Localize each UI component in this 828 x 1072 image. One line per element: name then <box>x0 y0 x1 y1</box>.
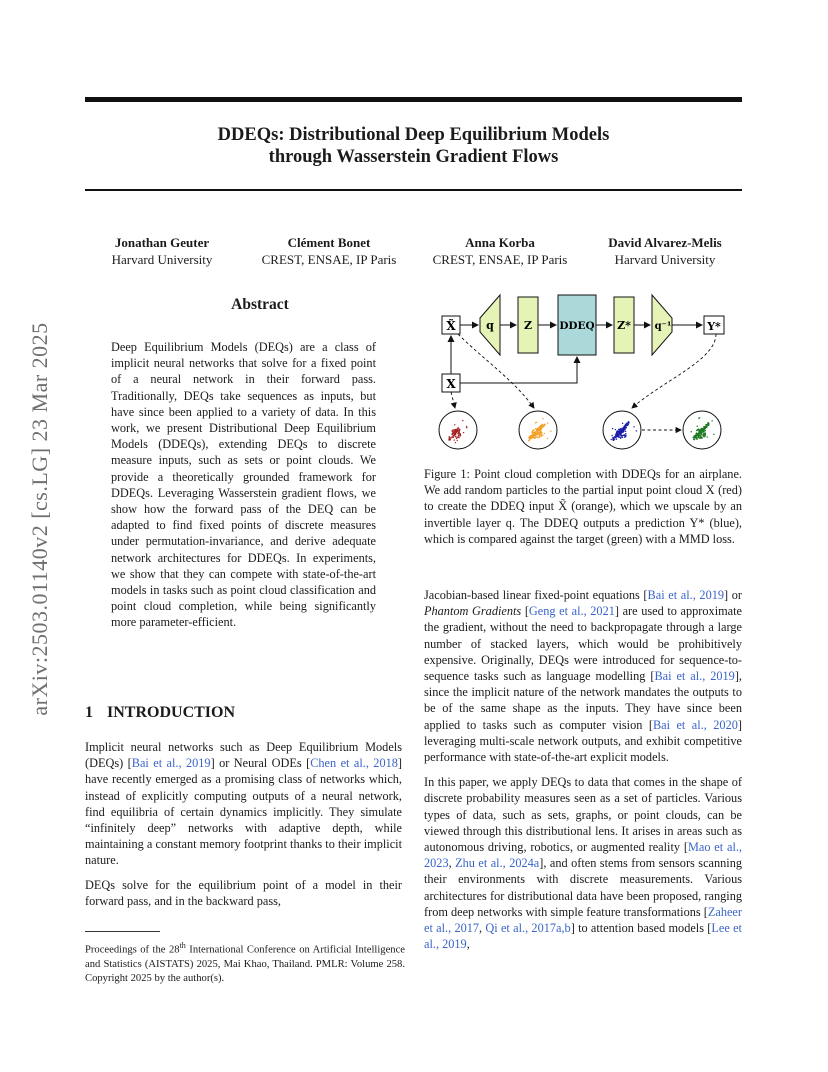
figure-1-caption <box>424 466 742 547</box>
cloud-point <box>453 431 455 433</box>
cloud-point <box>532 430 534 432</box>
cloud-point <box>700 431 702 433</box>
author-affiliation: Harvard University <box>111 252 213 267</box>
cloud-point <box>612 437 614 439</box>
cloud-point <box>535 436 537 438</box>
cloud-point <box>624 436 626 438</box>
cloud-point <box>448 438 450 440</box>
cloud-point <box>460 435 462 437</box>
cloud-point <box>538 427 540 429</box>
cloud-point <box>530 435 532 437</box>
cloud-point <box>713 434 714 435</box>
author-2 <box>243 234 415 268</box>
cloud-point <box>535 422 536 423</box>
paper-title <box>85 124 742 168</box>
cloud-point <box>453 435 455 437</box>
cloud-point <box>618 428 620 430</box>
q-inverse-layer <box>652 295 672 355</box>
point-cloud-green <box>683 411 721 449</box>
cloud-point <box>699 430 701 432</box>
cloud-point <box>620 437 622 439</box>
cloud-point <box>542 434 543 435</box>
author-name: Clément Bonet <box>287 235 371 250</box>
cloud-point <box>622 423 623 424</box>
cloud-point <box>456 438 458 440</box>
cloud-point <box>708 424 710 426</box>
footnote-rule <box>85 931 160 932</box>
right-paragraph-2: In this paper, we apply DEQs to data that comes in the shape of discrete probability measures seen as a set of particles. Various types of data, such as sets, graphs, or point clouds, can be viewed through this distributional lens. It arises in areas such as autonomous driving, robotics, or augmented reality [Mao et al., 2023, Zhu et al., 2024a], and often stems from sensors scanning their environments with discrete measurements. Various architectures for distributional data have been proposed, ranging from deep networks with simple feature transformations [Zaheer et al., 2017, Qi et al., 2017a,b] to attention based models [Lee et al., 2019, <box>424 775 743 952</box>
y-star-label: Y* <box>707 320 721 333</box>
cloud-point <box>454 439 455 440</box>
cloud-point <box>530 438 532 440</box>
z-label: Z <box>523 319 533 332</box>
cloud-point <box>627 424 629 426</box>
cloud-point <box>455 442 456 443</box>
cloud-point <box>698 418 699 419</box>
section-number: 1 <box>85 704 93 721</box>
cloud-point <box>622 430 624 432</box>
dashed-x-red <box>451 392 455 408</box>
cloud-point <box>452 436 454 438</box>
q-layer <box>480 295 500 355</box>
abstract-body <box>111 339 376 631</box>
title-line-2: through Wasserstein Gradient Flows <box>268 147 559 167</box>
cloud-point <box>459 429 461 431</box>
introduction-body <box>85 739 402 909</box>
cloud-point <box>534 432 536 434</box>
citation-link[interactable]: Mao et al., 2023 <box>424 840 743 871</box>
cloud-point <box>620 428 622 430</box>
cloud-point <box>453 429 455 431</box>
cloud-point <box>616 432 618 434</box>
section-title: INTRODUCTION <box>107 704 236 721</box>
cloud-point <box>538 434 540 436</box>
cloud-point <box>697 429 699 431</box>
cloud-point <box>532 436 534 438</box>
cloud-point <box>536 433 538 435</box>
figure-1 <box>424 290 742 460</box>
cloud-point <box>544 433 545 434</box>
x-label: X <box>446 377 456 391</box>
cloud-point <box>696 434 698 436</box>
cloud-point <box>463 432 464 433</box>
author-affiliation: CREST, ENSAE, IP Paris <box>432 252 568 267</box>
cloud-point <box>611 435 612 436</box>
cloud-point <box>617 436 619 438</box>
cloud-point <box>536 422 537 423</box>
point-cloud-red <box>439 411 477 449</box>
cloud-point <box>456 431 458 433</box>
cloud-point <box>452 431 454 433</box>
cloud-point <box>706 426 708 428</box>
section-heading-introduction <box>85 704 235 722</box>
cloud-point <box>711 420 712 421</box>
author-name: Anna Korba <box>465 235 535 250</box>
cloud-point <box>538 432 540 434</box>
citation-link[interactable]: Geng et al., 2021 <box>528 604 615 619</box>
cloud-point <box>462 420 463 421</box>
cloud-point <box>455 430 457 432</box>
cloud-point <box>457 437 459 439</box>
citation-link[interactable]: Lee et al., 2019 <box>424 921 742 952</box>
cloud-point <box>456 429 458 431</box>
cloud-point <box>701 428 703 430</box>
cloud-point <box>541 432 543 434</box>
cloud-point <box>528 440 530 442</box>
cloud-point <box>622 428 624 430</box>
figure-1-diagram <box>424 290 742 460</box>
cloud-point <box>707 436 708 437</box>
cloud-point <box>636 430 637 431</box>
cloud-point <box>700 436 702 438</box>
cloud-point <box>622 437 624 439</box>
cloud-point <box>455 436 457 438</box>
cloud-point <box>703 434 705 436</box>
cloud-point <box>697 436 699 438</box>
cloud-point <box>625 423 627 425</box>
cloud-point <box>466 426 467 427</box>
cloud-point <box>448 436 450 438</box>
cloud-point <box>633 426 634 427</box>
cloud-point <box>547 438 548 439</box>
cloud-point <box>612 428 613 429</box>
cloud-point <box>691 431 692 432</box>
cloud-point <box>454 424 455 425</box>
z-star-layer <box>614 297 634 353</box>
cloud-point <box>617 433 619 435</box>
point-cloud-orange <box>519 411 557 449</box>
title-bottom-rule <box>85 189 742 191</box>
author-name: David Alvarez-Melis <box>608 235 722 250</box>
citation-link[interactable]: Bai et al., 2019 <box>647 588 725 602</box>
cloud-point <box>697 426 698 427</box>
citation-link[interactable]: Zhu et al., 2024a <box>455 856 540 871</box>
right-column-body <box>424 587 742 952</box>
cloud-point <box>458 431 460 433</box>
cloud-point <box>537 430 539 432</box>
cloud-point <box>694 435 696 437</box>
cloud-point <box>625 430 627 432</box>
cloud-point <box>693 439 695 441</box>
author-affiliation: Harvard University <box>614 252 716 267</box>
footnote: Proceedings of the 28th International Conference on Artificial Intelligence and Statistics (AISTATS) 2025, Mai Khao, Thailand. PMLR: Volume 258. Copyright 2025 by the author(s). <box>85 941 405 984</box>
abstract-heading: Abstract <box>231 296 289 313</box>
intro-paragraph-1: Implicit neural networks such as Deep Equilibrium Models (DEQs) [Bai et al., 2019] or Neural ODEs [Chen et al., 2018] have recently emerged as a promising class of networks which, instead of explicitly computing outputs of a neural network, find equilibria of certain dynamics implicitly. They simulate “infinitely deep” networks with adaptive depth, while maintaining a constant memory footprint thanks to their implicit nature. <box>85 740 403 868</box>
cloud-point <box>704 426 706 428</box>
citation-link[interactable]: Bai et al., 2019 <box>131 756 211 771</box>
cloud-point <box>458 435 460 437</box>
cloud-point <box>531 432 533 434</box>
cloud-point <box>454 432 456 434</box>
x-tilde-node <box>442 316 460 334</box>
cloud-point <box>534 437 536 439</box>
citation-link[interactable]: Qi et al., 2017a,b <box>485 921 571 936</box>
cloud-point <box>536 436 538 438</box>
author-name: Jonathan Geuter <box>114 235 210 250</box>
intro-paragraph-2: DEQs solve for the equilibrium point of a model in their forward pass, and in the backward pass, <box>85 877 402 908</box>
author-3 <box>414 234 586 268</box>
cloud-point <box>466 427 467 428</box>
cloud-point <box>544 424 546 426</box>
z-layer <box>518 297 538 353</box>
ddeq-block <box>558 295 596 355</box>
cloud-point <box>540 435 542 437</box>
title-line-1: DDEQs: Distributional Deep Equilibrium Models <box>217 125 610 145</box>
top-rule <box>85 97 742 102</box>
cloud-point <box>625 435 626 436</box>
cloud-point <box>617 431 619 433</box>
cloud-point <box>550 430 551 431</box>
cloud-point <box>616 438 618 440</box>
cloud-point <box>610 439 611 440</box>
dashed-ystar-blue <box>632 334 716 408</box>
cloud-point <box>459 434 461 436</box>
cloud-point <box>698 432 700 434</box>
q-inverse-label: q⁻¹ <box>654 321 672 332</box>
cloud-point <box>457 433 459 435</box>
q-label: q <box>486 319 494 332</box>
cloud-point <box>615 429 616 430</box>
cloud-point <box>457 440 458 441</box>
cloud-point <box>698 435 699 436</box>
cloud-point <box>619 432 621 434</box>
cloud-point <box>458 427 460 429</box>
cloud-point <box>539 436 541 438</box>
point-cloud-blue <box>603 411 641 449</box>
ddeq-label: DDEQ <box>559 320 595 332</box>
citation-link[interactable]: Zaheer et al., 2017 <box>424 904 742 936</box>
cloud-point <box>615 433 617 435</box>
x-tilde-label: X̃ <box>446 319 456 333</box>
cloud-point <box>628 421 630 423</box>
cloud-point <box>547 423 548 424</box>
cloud-point <box>625 433 627 435</box>
y-star-node <box>704 316 724 334</box>
cloud-point <box>532 433 534 435</box>
cloud-point <box>708 423 710 425</box>
cloud-point <box>706 424 708 426</box>
cloud-point <box>622 435 624 437</box>
arxiv-side-identifier: arXiv:2503.01140v2 [cs.LG] 23 Mar 2025 <box>27 322 52 716</box>
cloud-point <box>703 428 705 430</box>
citation-link[interactable]: Bai et al., 2020 <box>652 717 738 732</box>
arrow-x-ddeq <box>460 357 577 383</box>
x-node <box>442 374 460 392</box>
author-affiliation: CREST, ENSAE, IP Paris <box>261 252 397 267</box>
caption-text: Figure 1: Point cloud completion with DDEQs for an airplane. We add random particles to the partial input point cloud X (red) to create the DDEQ input X̃ (orange), which we upscale by an invertible layer q. The DDEQ outputs a prediction Y* (blue), which is compared against the target (green) with a MMD loss. <box>424 467 742 546</box>
right-paragraph-1: Jacobian-based linear fixed-point equations [Bai et al., 2019] or Phantom Gradients [Geng et al., 2021] are used to approximate the gradient, without the need to backpropagate through a large number of stacked layers, which would be prohibitively expensive. Originally, DEQs were introduced for sequence-to-sequence tasks such as language modelling [Bai et al., 2019], since the implicit nature of the network mandates the outputs to be of the same shape as the inputs. They have since been applied to tasks such as computer vision [Bai et al., 2020] leveraging multi-scale network outputs, and exhibit competitive performance with state-of-the-art explicit models. <box>424 588 743 765</box>
cloud-point <box>625 426 627 428</box>
cloud-point <box>624 428 626 430</box>
cloud-point <box>693 437 695 439</box>
author-4 <box>590 234 740 268</box>
cloud-point <box>613 439 615 441</box>
citation-link[interactable]: Bai et al., 2019 <box>654 669 735 684</box>
citation-link[interactable]: Chen et al., 2018 <box>310 756 398 771</box>
cloud-point <box>703 436 705 438</box>
author-1 <box>92 234 232 268</box>
cloud-point <box>542 418 543 419</box>
cloud-point <box>615 436 617 438</box>
cloud-point <box>528 437 530 439</box>
z-star-label: Z* <box>617 319 631 332</box>
abstract-text: Deep Equilibrium Models (DEQs) are a class of implicit neural networks that solve for a fixed point of a neural network in their forward pass. Traditionally, DEQs take sequences as inputs, but have since been applied to a variety of data. In this work, we present Distributional Deep Equilibrium Models (DDEQs), extending DEQs to discrete measure inputs, such as sets or point clouds. We provide a theoretically grounded framework for DDEQs. Leveraging Wasserstein gradient flows, we show how the forward pass of the DEQ can be adapted to find fixed points of discrete measures under permutation-invariance, and derive adequate network architectures for DDEQs. In experiments, we show that they can compete with state-of-the-art models in tasks such as point cloud classification and point cloud completion, while being significantly more parameter-efficient. <box>111 340 376 630</box>
